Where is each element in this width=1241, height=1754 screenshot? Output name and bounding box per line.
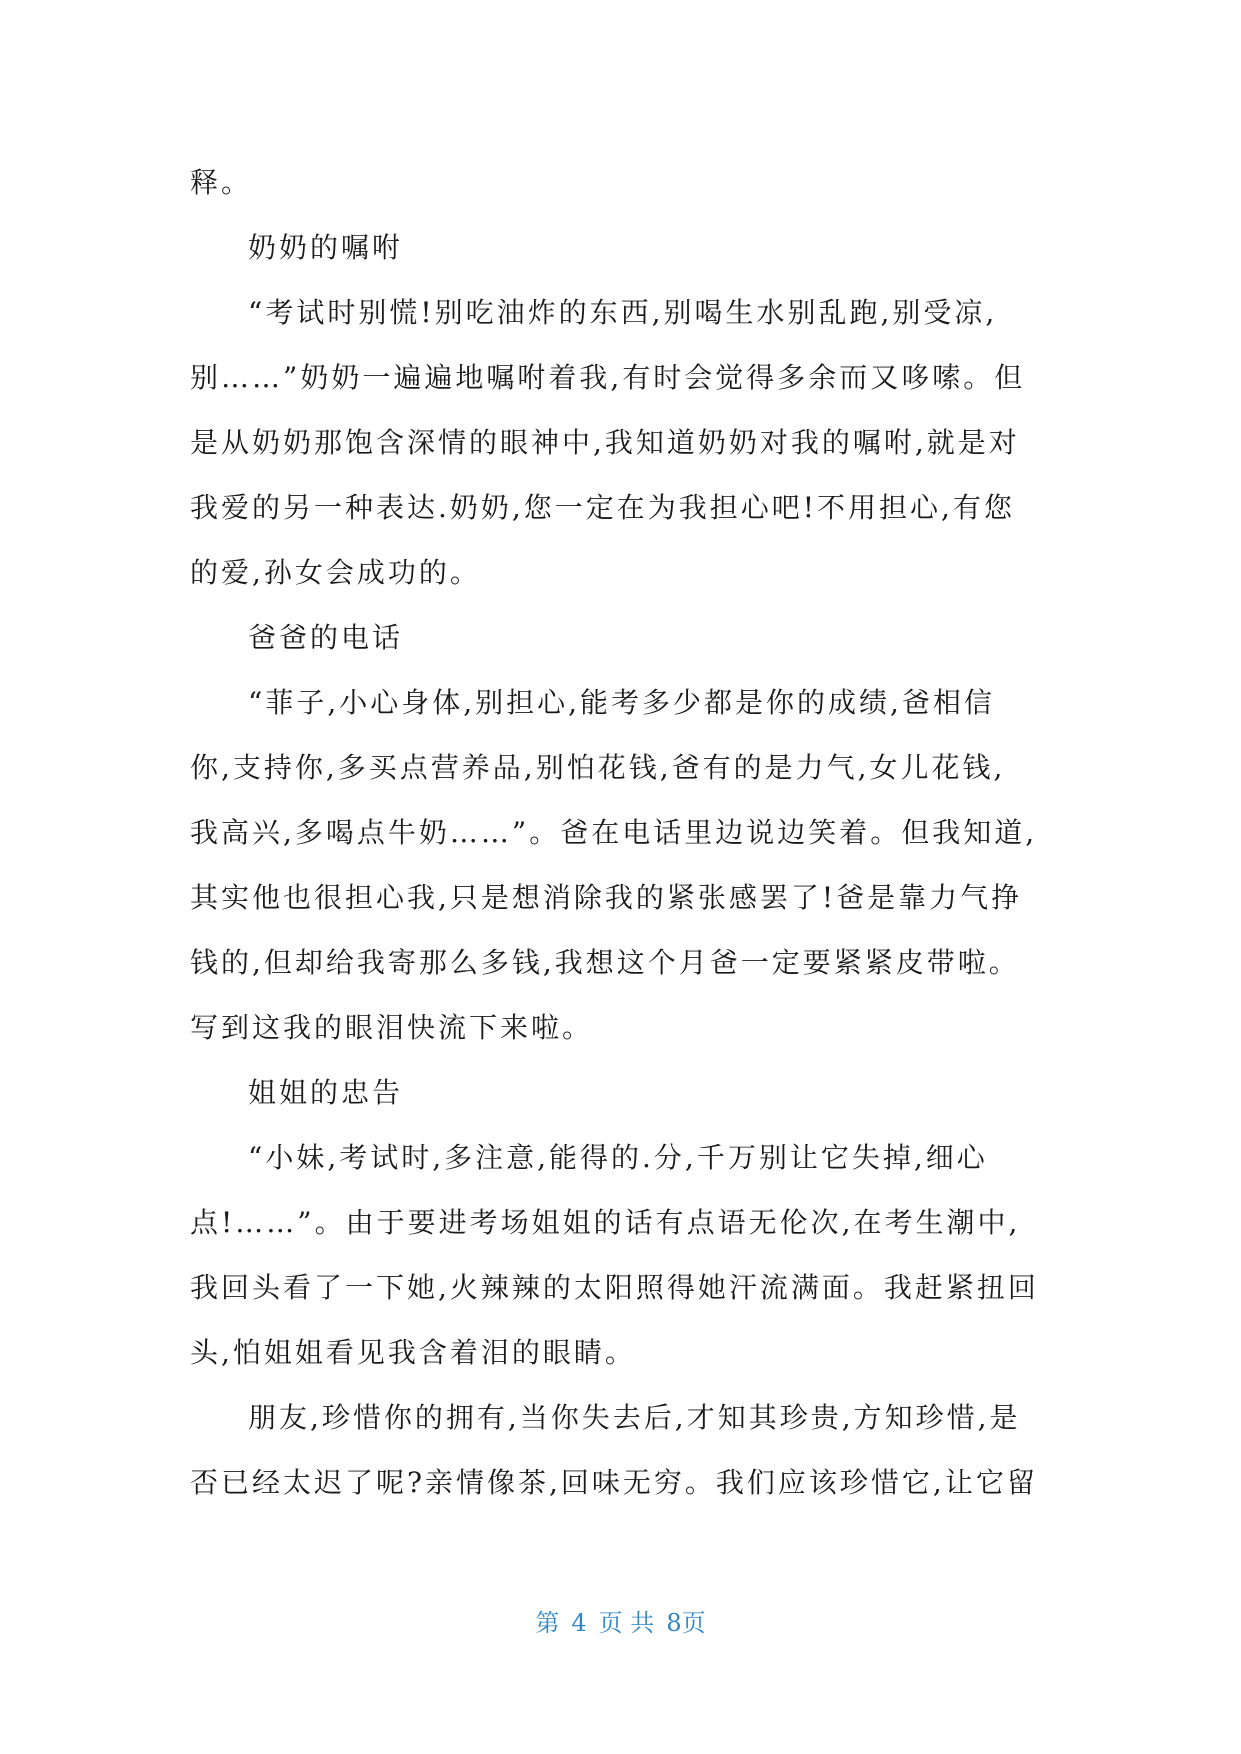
paragraph-line: 别……”奶奶一遍遍地嘱咐着我,有时会觉得多余而又哆嗦。但 (190, 361, 1026, 394)
paragraph-line: 我高兴,多喝点牛奶……”。爸在电话里边说边笑着。但我知道, (190, 816, 1038, 849)
paragraph-line: 头,怕姐姐看见我含着泪的眼睛。 (190, 1336, 636, 1369)
paragraph-line: 朋友,珍惜你的拥有,当你失去后,才知其珍贵,方知珍惜,是 (248, 1401, 1021, 1434)
footer-current-page: 4 (571, 1609, 587, 1637)
page-footer (0, 1608, 1241, 1638)
paragraph-line: 我回头看了一下她,火辣辣的太阳照得她汗流满面。我赶紧扭回 (190, 1271, 1039, 1304)
section-heading-sister: 姐姐的忠告 (248, 1076, 404, 1109)
paragraph-line: “小妹,考试时,多注意,能得的.分,千万别让它失掉,细心 (248, 1141, 988, 1174)
section-heading-grandma: 奶奶的嘱咐 (248, 231, 404, 264)
paragraph-line: “考试时别慌!别吃油炸的东西,别喝生水别乱跑,别受凉, (248, 296, 998, 329)
paragraph-line: 的爱,孙女会成功的。 (190, 556, 481, 589)
footer-middle: 页 共 (598, 1609, 655, 1637)
footer-total-pages: 8页 (666, 1609, 706, 1637)
paragraph-line: “菲子,小心身体,别担心,能考多少都是你的成绩,爸相信 (248, 686, 995, 719)
paragraph-line: 钱的,但却给我寄那么多钱,我想这个月爸一定要紧紧皮带啦。 (190, 946, 1020, 979)
paragraph-line: 写到这我的眼泪快流下来啦。 (190, 1011, 594, 1044)
paragraph-line: 我爱的另一种表达.奶奶,您一定在为我担心吧!不用担心,有您 (190, 491, 1015, 524)
section-heading-dad: 爸爸的电话 (248, 621, 404, 654)
document-body (190, 150, 1055, 1515)
paragraph-line: 是从奶奶那饱含深情的眼神中,我知道奶奶对我的嘱咐,就是对 (190, 426, 1020, 459)
paragraph-line: 其实他也很担心我,只是想消除我的紧张感罢了!爸是靠力气挣 (190, 881, 1023, 914)
paragraph-line: 你,支持你,多买点营养品,别怕花钱,爸有的是力气,女儿花钱, (190, 751, 1006, 784)
paragraph-line: 否已经太迟了呢?亲情像茶,回味无穷。我们应该珍惜它,让它留 (190, 1466, 1038, 1499)
paragraph-line: 点!……”。由于要进考场姐姐的话有点语无伦次,在考生潮中, (190, 1206, 1021, 1239)
paragraph-line: 释。 (190, 166, 253, 199)
footer-prefix: 第 (535, 1609, 560, 1637)
